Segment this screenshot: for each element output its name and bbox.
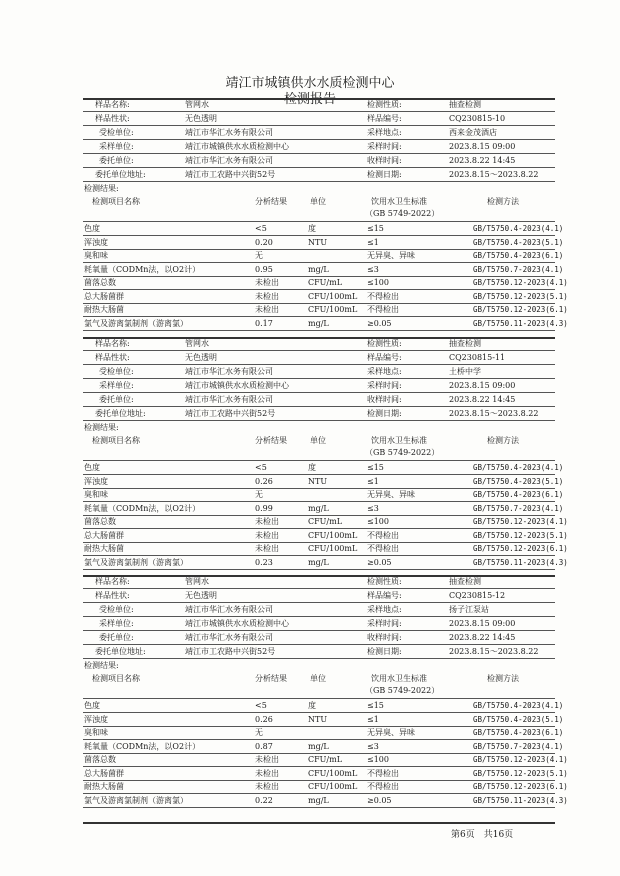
field-value-test-nature: 抽查检测 [449,577,481,586]
rule-line [83,542,555,543]
cell-unit: CFU/100mL [308,530,358,540]
field-value-entrusting-address: 靖江市工农路中兴街52号 [185,647,276,656]
col-header-result: 分析结果 [255,436,287,445]
rule-line [83,139,555,140]
field-value-entrusting: 靖江市华汇水务有限公司 [185,633,273,642]
field-label-sample-property: 样品性状: [95,353,130,362]
cell-item: 臭和味 [84,728,108,737]
field-value-client: 靖江市华汇水务有限公司 [185,128,273,137]
field-value-sampling-time: 2023.8.15 09:00 [449,381,516,390]
rule-line [83,289,555,290]
cell-unit: NTU [308,476,328,486]
field-value-client: 靖江市华汇水务有限公司 [185,605,273,614]
cell-method: GB/T5750.12-2023(4.1) [473,517,568,526]
field-value-sample-no: CQ230815-11 [449,353,506,362]
col-header-item: 检测项目名称 [92,436,140,445]
cell-result: 无 [255,490,263,499]
col-header-standard-ref: （GB 5749-2022） [365,686,440,695]
field-label-sampling-time: 采样时间: [367,381,402,390]
rule-line [83,488,555,489]
rule-line [83,392,555,393]
cell-unit: 度 [308,701,316,710]
rule-line [83,364,555,365]
field-label-entrusting: 委托单位: [99,156,134,165]
field-value-sampler: 靖江市城镇供水水质检测中心 [185,142,289,151]
cell-standard: ≥0.05 [367,318,392,328]
rule-line [83,235,555,236]
cell-method: GB/T5750.4-2023(4.1) [473,463,564,472]
rule-line [83,630,555,631]
cell-standard: 无异臭、异味 [367,490,415,499]
field-value-sample-property: 无色透明 [185,591,217,600]
cell-method: GB/T5750.4-2023(5.1) [473,714,564,724]
field-label-sample-no: 样品编号: [367,114,402,123]
field-label-test-nature: 检测性质: [367,577,402,586]
rule-line [83,125,555,126]
cell-result: 0.17 [255,318,273,328]
cell-unit: CFU/mL [308,278,343,287]
field-label-test-date: 检测日期: [367,647,402,656]
rule-line [83,588,555,589]
cell-unit: mg/L [308,795,329,805]
field-label-receive-time: 收样时间: [367,633,402,642]
rule-line [83,350,555,351]
cell-standard: 不得检出 [367,291,399,301]
field-value-sampling-time: 2023.8.15 09:00 [449,142,516,151]
rule-line [83,276,555,277]
cell-item: 总大肠菌群 [84,768,124,778]
rule-line [83,780,555,781]
cell-method: GB/T5750.7-2023(4.1) [473,741,564,751]
field-value-sample-property: 无色透明 [185,114,217,123]
field-label-sampling-time: 采样时间: [367,142,402,151]
page-number: 第6页 共16页 [451,830,514,840]
cell-result: <5 [255,463,267,472]
field-value-sampling-place: 西来金茂酒店 [449,128,497,137]
cell-standard: 不得检出 [367,530,399,540]
cell-item: 总大肠菌群 [84,530,124,540]
field-label-sample-property: 样品性状: [95,114,130,123]
col-header-item: 检测项目名称 [92,197,140,206]
field-label-sampling-time: 采样时间: [367,619,402,628]
field-value-entrusting-address: 靖江市工农路中兴街52号 [185,170,276,179]
cell-item: 浑浊度 [84,714,108,724]
field-value-test-nature: 抽查检测 [449,339,481,348]
field-label-sampler: 采样单位: [99,381,134,390]
rule-line [83,712,555,713]
field-label-receive-time: 收样时间: [367,395,402,404]
cell-result: <5 [255,224,267,233]
rule-line [83,555,555,556]
field-label-sampling-place: 采样地点: [367,128,402,137]
cell-unit: CFU/mL [308,755,343,764]
rule-line [83,474,555,475]
field-label-receive-time: 收样时间: [367,156,402,165]
cell-standard: ≤3 [367,741,379,751]
field-label-entrusting-address: 委托单位地址: [95,409,146,418]
cell-method: GB/T5750.12-2023(4.1) [473,755,568,764]
rule-line [83,739,555,740]
rule-line [83,501,555,502]
field-value-sampling-place: 扬子江泵站 [449,605,489,614]
cell-result: 无 [255,728,263,737]
field-value-sampling-time: 2023.8.15 09:00 [449,619,516,628]
cell-method: GB/T5750.12-2023(6.1) [473,544,568,553]
report-title: 检测报告 [283,92,336,107]
field-value-test-date: 2023.8.15～2023.8.22 [449,647,539,656]
field-label-entrusting-address: 委托单位地址: [95,647,146,656]
cell-item: 耗氧量（CODMn法，以O2计） [84,503,201,513]
cell-result: 0.99 [255,503,273,513]
cell-standard: ≤100 [367,517,389,526]
field-label-test-date: 检测日期: [367,170,402,179]
field-label-client: 受检单位: [99,128,134,137]
col-header-standard-ref: （GB 5749-2022） [365,209,440,218]
rule-line [83,98,555,100]
cell-unit: CFU/100mL [308,544,358,553]
cell-standard: ≤1 [367,476,379,486]
rule-line [83,167,555,168]
col-header-method: 检测方法 [487,197,519,206]
cell-unit: CFU/100mL [308,768,358,778]
cell-item: 耐热大肠菌 [84,305,124,314]
cell-item: 氯气及游离氯制剂（游离氯） [84,795,188,805]
rule-line [83,460,555,461]
cell-result: 0.23 [255,557,273,567]
cell-result: 未检出 [255,517,279,526]
field-value-sample-no: CQ230815-12 [449,591,506,600]
cell-method: GB/T5750.4-2023(6.1) [473,490,564,499]
rule-line [83,569,555,570]
cell-item: 色度 [84,224,100,233]
field-value-test-date: 2023.8.15～2023.8.22 [449,409,539,418]
rule-line [83,153,555,154]
field-value-sampler: 靖江市城镇供水水质检测中心 [185,619,289,628]
field-value-sample-property: 无色透明 [185,353,217,362]
cell-method: GB/T5750.4-2023(6.1) [473,251,564,260]
cell-method: GB/T5750.4-2023(4.1) [473,224,564,233]
cell-unit: mg/L [308,557,329,567]
rule-line [83,378,555,379]
cell-standard: ≥0.05 [367,795,392,805]
field-label-sampling-place: 采样地点: [367,605,402,614]
col-header-standard: 饮用水卫生标准 [371,674,427,683]
rule-line [83,221,555,222]
field-value-receive-time: 2023.8.22 14:45 [449,633,516,642]
cell-unit: mg/L [308,264,329,274]
cell-standard: ≤15 [367,701,384,710]
rule-line [83,793,555,794]
cell-standard: ≤1 [367,237,379,247]
cell-standard: 不得检出 [367,768,399,778]
cell-standard: 无异臭、异味 [367,728,415,737]
cell-unit: CFU/100mL [308,291,358,301]
cell-result: 未检出 [255,755,279,764]
field-label-sample-name: 样品名称: [95,339,130,348]
cell-result: 0.95 [255,264,273,274]
field-label-entrusting: 委托单位: [99,395,134,404]
cell-item: 耐热大肠菌 [84,544,124,553]
cell-unit: mg/L [308,503,329,513]
col-header-item: 检测项目名称 [92,674,140,683]
cell-item: 耗氧量（CODMn法，以O2计） [84,264,201,274]
cell-unit: CFU/100mL [308,782,358,791]
cell-unit: 度 [308,463,316,472]
cell-item: 氯气及游离氯制剂（游离氯） [84,318,188,328]
col-header-method: 检测方法 [487,436,519,445]
field-label-sample-name: 样品名称: [95,577,130,586]
field-value-sampler: 靖江市城镇供水水质检测中心 [185,381,289,390]
cell-method: GB/T5750.4-2023(6.1) [473,728,564,737]
rule-line [83,658,555,659]
cell-standard: ≤3 [367,503,379,513]
rule-line [83,262,555,263]
cell-method: GB/T5750.12-2023(4.1) [473,278,568,287]
cell-standard: 无异臭、异味 [367,251,415,260]
cell-item: 臭和味 [84,490,108,499]
cell-method: GB/T5750.12-2023(5.1) [473,530,568,540]
field-label-entrusting: 委托单位: [99,633,134,642]
col-header-result: 分析结果 [255,674,287,683]
cell-method: GB/T5750.11-2023(4.3) [473,557,568,567]
field-label-sampling-place: 采样地点: [367,367,402,376]
cell-unit: NTU [308,714,328,724]
field-label-test-date: 检测日期: [367,409,402,418]
cell-item: 菌落总数 [84,517,116,526]
cell-item: 菌落总数 [84,278,116,287]
cell-item: 色度 [84,701,100,710]
field-value-entrusting: 靖江市华汇水务有限公司 [185,156,273,165]
cell-result: 未检出 [255,768,279,778]
cell-standard: ≥0.05 [367,557,392,567]
cell-result: 未检出 [255,530,279,540]
cell-method: GB/T5750.11-2023(4.3) [473,318,568,328]
cell-method: GB/T5750.12-2023(6.1) [473,305,568,314]
rule-line [83,406,555,407]
cell-item: 氯气及游离氯制剂（游离氯） [84,557,188,567]
field-label-entrusting-address: 委托单位地址: [95,170,146,179]
cell-standard: ≤15 [367,463,384,472]
col-header-standard: 饮用水卫生标准 [371,197,427,206]
rule-line [83,528,555,529]
col-header-result: 分析结果 [255,197,287,206]
cell-standard: ≤15 [367,224,384,233]
rule-line [83,807,555,808]
field-value-entrusting-address: 靖江市工农路中兴街52号 [185,409,276,418]
cell-unit: CFU/mL [308,517,343,526]
cell-method: GB/T5750.4-2023(5.1) [473,237,564,247]
cell-result: 未检出 [255,544,279,553]
rule-line [83,181,555,182]
field-label-sample-no: 样品编号: [367,353,402,362]
field-label-client: 受检单位: [99,605,134,614]
cell-standard: ≤100 [367,755,389,764]
cell-item: 臭和味 [84,251,108,260]
rule-line [83,698,555,699]
cell-result: 未检出 [255,305,279,314]
col-header-method: 检测方法 [487,674,519,683]
results-label: 检测结果: [84,423,119,432]
cell-result: 0.22 [255,795,273,805]
field-label-sampler: 采样单位: [99,142,134,151]
rule-line [83,766,555,767]
cell-result: 0.87 [255,741,273,751]
field-label-sampler: 采样单位: [99,619,134,628]
cell-item: 浑浊度 [84,237,108,247]
cell-result: <5 [255,701,267,710]
cell-unit: mg/L [308,741,329,751]
field-value-receive-time: 2023.8.22 14:45 [449,156,516,165]
cell-method: GB/T5750.7-2023(4.1) [473,264,564,274]
rule-line [83,111,555,112]
cell-result: 0.26 [255,476,273,486]
cell-standard: 不得检出 [367,782,399,791]
field-value-sampling-place: 土桥中学 [449,367,481,376]
rule-line [83,644,555,645]
cell-standard: 不得检出 [367,305,399,314]
cell-result: 未检出 [255,782,279,791]
col-header-unit: 单位 [310,674,326,683]
cell-result: 未检出 [255,278,279,287]
cell-result: 未检出 [255,291,279,301]
rule-line [83,616,555,617]
field-label-sample-no: 样品编号: [367,591,402,600]
cell-method: GB/T5750.4-2023(5.1) [473,476,564,486]
field-value-sample-no: CQ230815-10 [449,114,506,123]
rule-line [83,726,555,727]
field-label-test-nature: 检测性质: [367,100,402,109]
cell-item: 总大肠菌群 [84,291,124,301]
field-value-test-date: 2023.8.15～2023.8.22 [449,170,539,179]
field-value-receive-time: 2023.8.22 14:45 [449,395,516,404]
field-value-test-nature: 抽查检测 [449,100,481,109]
rule-line [83,602,555,603]
field-value-client: 靖江市华汇水务有限公司 [185,367,273,376]
cell-standard: ≤3 [367,264,379,274]
col-header-unit: 单位 [310,197,326,206]
rule-line [83,330,555,331]
cell-unit: mg/L [308,318,329,328]
cell-method: GB/T5750.12-2023(6.1) [473,782,568,791]
cell-unit: CFU/100mL [308,305,358,314]
cell-item: 耐热大肠菌 [84,782,124,791]
cell-item: 耗氧量（CODMn法，以O2计） [84,741,201,751]
cell-standard: ≤1 [367,714,379,724]
cell-method: GB/T5750.7-2023(4.1) [473,503,564,513]
field-value-sample-name: 管网水 [185,577,209,586]
rule-line [83,249,555,250]
cell-standard: ≤100 [367,278,389,287]
field-label-client: 受检单位: [99,367,134,376]
results-label: 检测结果: [84,661,119,670]
rule-line [83,303,555,304]
report-org-title: 靖江市城镇供水水质检测中心 [225,76,395,91]
rule-line [83,575,555,577]
cell-item: 菌落总数 [84,755,116,764]
cell-item: 浑浊度 [84,476,108,486]
cell-method: GB/T5750.12-2023(5.1) [473,768,568,778]
cell-method: GB/T5750.11-2023(4.3) [473,795,568,805]
cell-method: GB/T5750.4-2023(4.1) [473,701,564,710]
col-header-unit: 单位 [310,436,326,445]
cell-unit: NTU [308,237,328,247]
cell-result: 0.20 [255,237,273,247]
rule-line [83,337,555,339]
rule-line [83,316,555,317]
field-value-sample-name: 管网水 [185,100,209,109]
rule-line [83,753,555,754]
cell-item: 色度 [84,463,100,472]
cell-unit: 度 [308,224,316,233]
col-header-standard: 饮用水卫生标准 [371,436,427,445]
field-value-entrusting: 靖江市华汇水务有限公司 [185,395,273,404]
cell-result: 无 [255,251,263,260]
field-value-sample-name: 管网水 [185,339,209,348]
rule-line [83,515,555,516]
field-label-sample-property: 样品性状: [95,591,130,600]
cell-standard: 不得检出 [367,544,399,553]
field-label-test-nature: 检测性质: [367,339,402,348]
rule-line [83,822,555,824]
rule-line [83,420,555,421]
field-label-sample-name: 样品名称: [95,100,130,109]
results-label: 检测结果: [84,184,119,193]
cell-result: 0.26 [255,714,273,724]
cell-method: GB/T5750.12-2023(5.1) [473,291,568,301]
col-header-standard-ref: （GB 5749-2022） [365,448,440,457]
